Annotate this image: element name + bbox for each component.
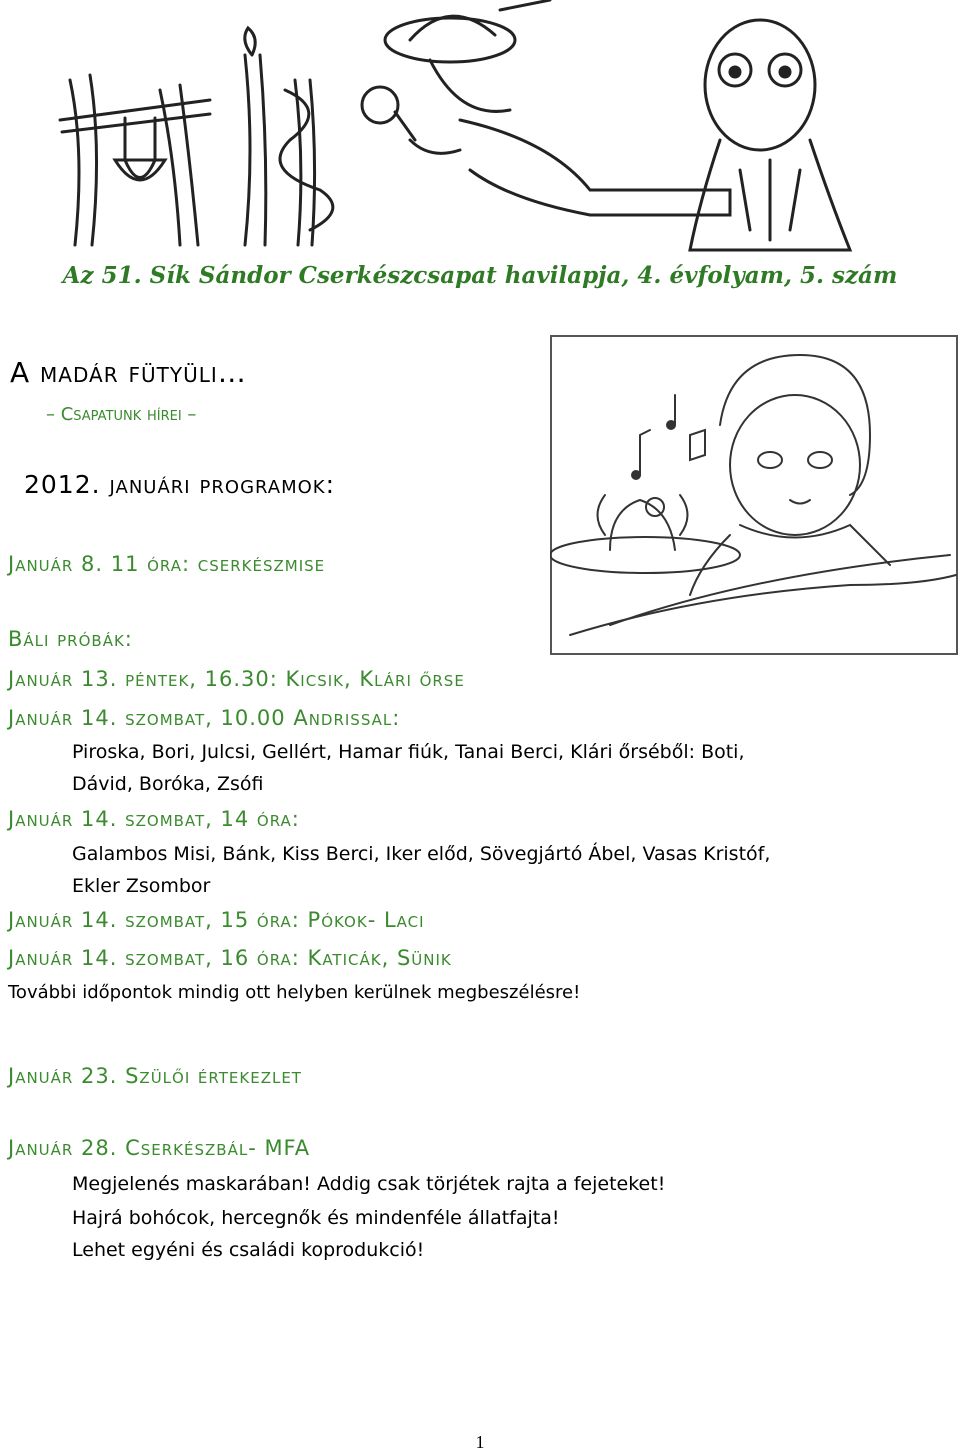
section-title: A madár fütyüli…: [10, 356, 247, 389]
event-bali-2-names-2: Dávid, Boróka, Zsófi: [72, 773, 264, 795]
event-mise: Január 8. 11 óra: cserkészmise: [8, 552, 326, 576]
event-bali-2-names-1: Piroska, Bori, Julcsi, Gellért, Hamar fiúk, Tanai Berci, Klári őrséből: Boti,: [72, 741, 745, 763]
newsletter-subtitle: Az 51. Sík Sándor Cserkészcsapat havilapja, 4. évfolyam, 5. szám: [62, 262, 898, 289]
further-note: További időpontok mindig ott helyben kerülnek megbeszélésre!: [8, 982, 581, 1003]
event-bal-line-1: Megjelenés maskarában! Addig csak törjétek rajta a fejeteket!: [72, 1173, 666, 1195]
program-title: 2012. januári programok:: [24, 470, 336, 499]
bali-title: Báli próbák:: [8, 627, 133, 651]
event-bal-line-2: Hajrá bohócok, hercegnők és mindenféle állatfajta!: [72, 1207, 560, 1229]
event-bali-1: Január 13. péntek, 16.30: Kicsik, Klári őrse: [8, 667, 465, 691]
hir-logo-drawing: [30, 0, 930, 260]
event-bal: Január 28. Cserkészbál- MFA: [8, 1136, 311, 1160]
event-bal-line-3: Lehet egyéni és családi koprodukció!: [72, 1239, 425, 1261]
page-number: 1: [475, 1432, 485, 1452]
event-bali-2: Január 14. szombat, 10.00 Andrissal:: [8, 706, 401, 730]
event-bali-3-names-2: Ekler Zsombor: [72, 875, 211, 897]
event-bali-4: Január 14. szombat, 15 óra: Pókok- Laci: [8, 908, 425, 932]
section-subtitle: – Csapatunk hírei –: [46, 404, 197, 425]
girl-bird-illustration: [550, 335, 958, 655]
event-bali-3-names-1: Galambos Misi, Bánk, Kiss Berci, Iker előd, Sövegjártó Ábel, Vasas Kristóf,: [72, 843, 771, 865]
event-bali-5: Január 14. szombat, 16 óra: Katicák, Sünik: [8, 946, 452, 970]
event-bali-3: Január 14. szombat, 14 óra:: [8, 807, 300, 831]
event-szuloi: Január 23. Szülői értekezlet: [8, 1064, 302, 1088]
